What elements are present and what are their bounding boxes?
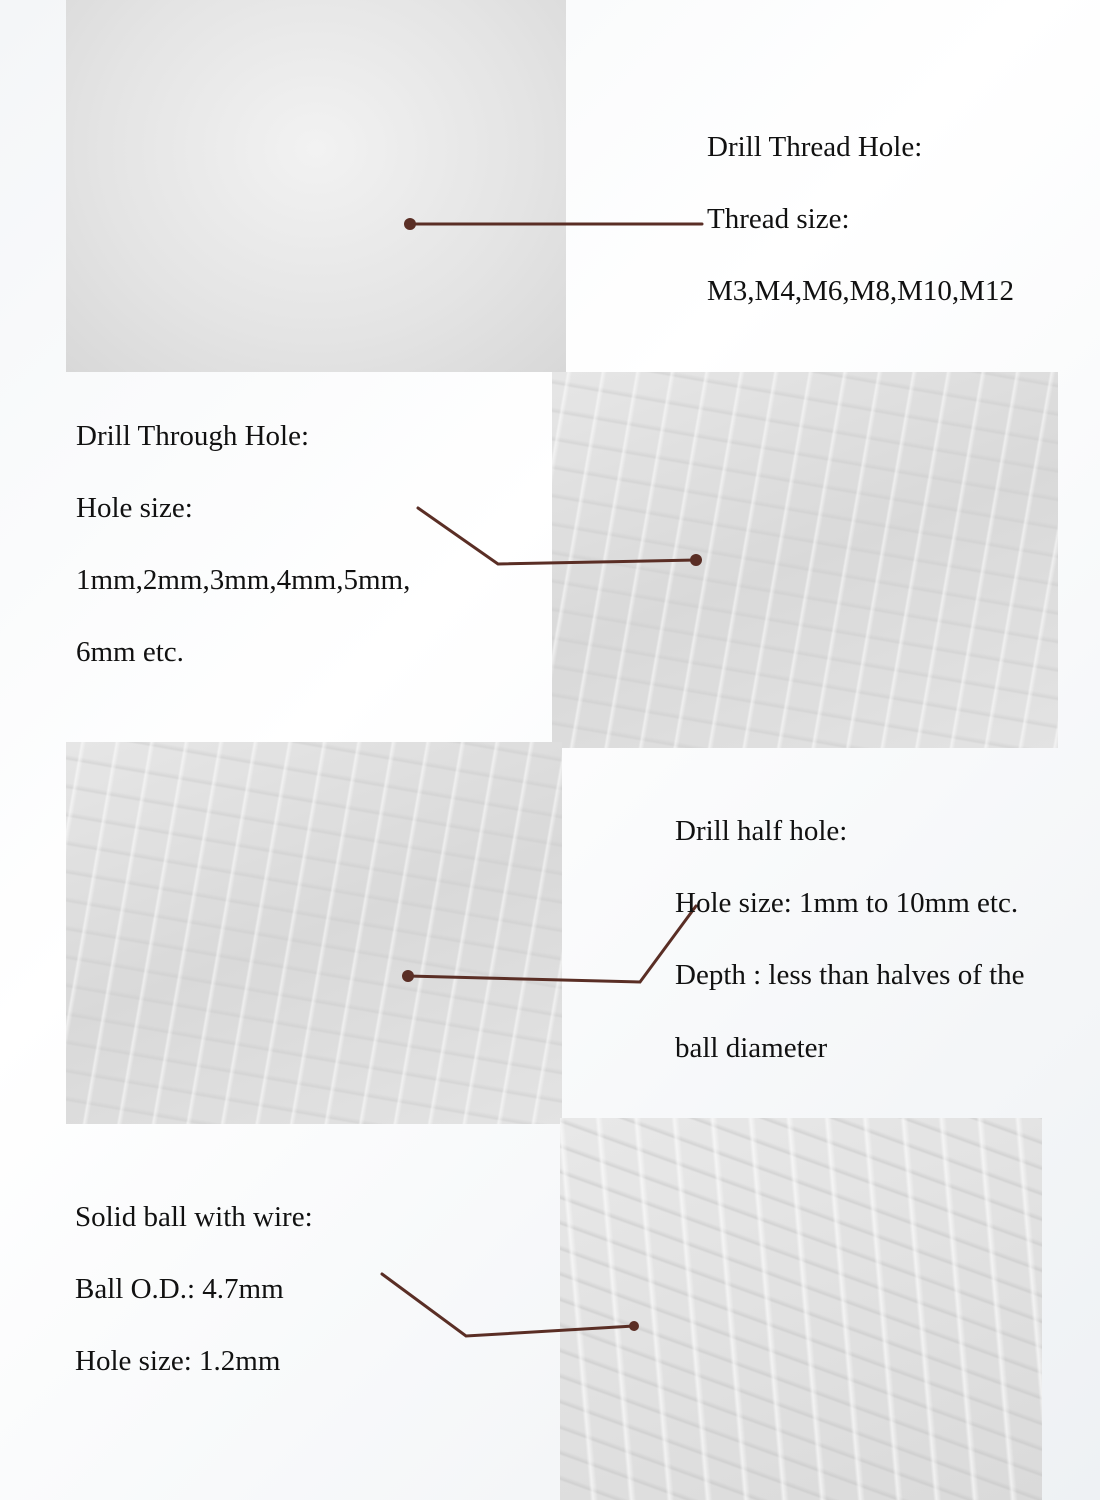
half-hole-title: Drill half hole: <box>675 815 848 847</box>
half-hole-depth-2: ball diameter <box>675 1032 828 1064</box>
leader-line-half <box>408 906 696 982</box>
leader-line-wire <box>382 1274 634 1336</box>
wire-ball-od: Ball O.D.: 4.7mm <box>75 1273 284 1305</box>
half-hole-depth-1: Depth : less than halves of the <box>675 959 1025 991</box>
through-hole-values-2: 6mm etc. <box>76 636 184 668</box>
half-hole-size: Hole size: 1mm to 10mm etc. <box>675 887 1019 919</box>
through-hole-values-1: 1mm,2mm,3mm,4mm,5mm, <box>76 564 411 596</box>
thread-size-label: Thread size: <box>707 203 850 235</box>
leader-line-through <box>418 508 696 564</box>
thread-size-values: M3,M4,M6,M8,M10,M12 <box>707 275 1014 307</box>
wire-ball-title: Solid ball with wire: <box>75 1201 313 1233</box>
through-hole-title: Drill Through Hole: <box>76 420 310 452</box>
thread-hole-title: Drill Thread Hole: <box>707 131 923 163</box>
through-hole-size-label: Hole size: <box>76 492 193 524</box>
wire-ball-hole-size: Hole size: 1.2mm <box>75 1345 281 1377</box>
